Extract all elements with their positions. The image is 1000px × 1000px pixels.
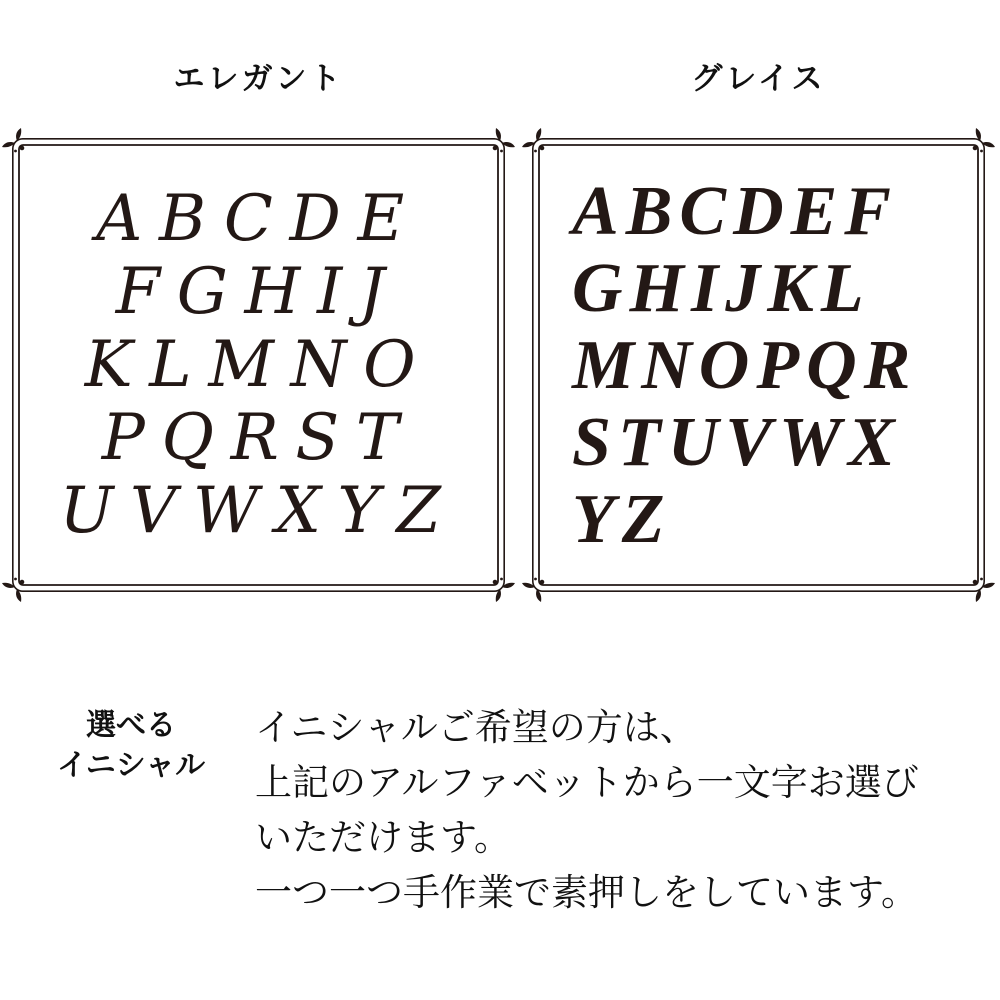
alphabet-row: FGHIJ	[115, 254, 402, 329]
alphabet-row: KLMNO	[84, 327, 433, 402]
description-line: いただけます。	[255, 817, 512, 858]
alphabet-row: UVWXYZ	[59, 473, 458, 548]
description-line: 一つ一つ手作業で素押しをしています。	[255, 872, 919, 913]
elegant-font-panel	[12, 138, 505, 592]
alphabet-row: ABCDE	[96, 181, 421, 256]
grace-font-panel	[532, 138, 985, 592]
alphabet-row: YZ	[572, 480, 672, 558]
alphabet-row: MNOPQR	[572, 326, 918, 404]
panel-title-grace: グレイス	[691, 61, 826, 96]
label-line: イニシャル	[56, 749, 206, 782]
selectable-initial-label	[40, 706, 222, 786]
description-line: 上記のアルファベットから一文字お選び	[255, 762, 919, 803]
elegant-alphabet	[22, 148, 495, 582]
panel-title-elegant: エレガント	[173, 61, 344, 96]
initial-description-text	[255, 700, 975, 920]
label-line: 選べる	[86, 709, 176, 742]
alphabet-row: GHIJKL	[572, 249, 871, 327]
alphabet-row: STUVWX	[572, 403, 902, 481]
alphabet-row: ABCDEF	[572, 172, 898, 250]
grace-alphabet	[542, 148, 975, 582]
description-line: イニシャルご希望の方は、	[255, 707, 697, 748]
alphabet-row: PQRST	[101, 400, 416, 475]
